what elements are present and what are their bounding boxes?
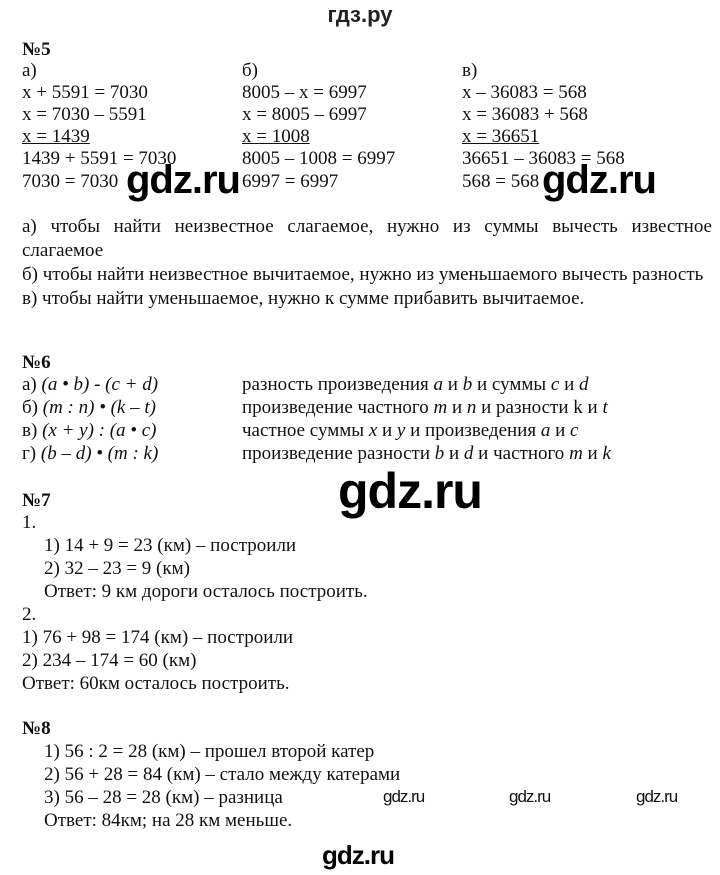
watermark: gdz.ru [542,158,656,202]
task7-title: №7 [22,490,51,511]
column-label: в) [462,60,478,81]
rule-a: а) чтобы найти неизвестное слагаемое, нужно из суммы вычесть известное слагаемое [22,216,712,261]
solution-line: x = 1439 [22,126,90,147]
watermark: gdz.ru [322,840,394,870]
expression: (a • b) - (c + d) [41,374,159,395]
answer-line: Ответ: 9 км дороги осталось построить. [44,581,368,602]
rule-b: б) чтобы найти неизвестное вычитаемое, нужно из уменьшаемого вычесть разность [22,264,704,285]
watermark: gdz.ru [126,158,240,202]
watermark: gdz.ru [636,787,678,806]
description: произведение разности b и d и частного m и k [242,443,611,464]
site-header: гдз.ру [327,2,393,27]
watermark: gdz.ru [383,787,425,806]
description: частное суммы x и y и произведения a и c [242,420,579,441]
expression: (m : n) • (k – t) [42,397,156,418]
part-label: 1. [22,512,37,533]
equation-line: x = 36083 + 568 [462,104,588,125]
equation-line: x = 8005 – 6997 [242,104,367,125]
description: произведение частного m и n и разности k и t [242,397,608,418]
description: разность произведения a и b и суммы c и d [242,374,589,395]
check-line: 8005 – 1008 = 6997 [242,148,396,169]
equation-line: 8005 – x = 6997 [242,82,367,103]
task6-title: №6 [22,352,51,373]
solution-line: x = 1008 [242,126,310,147]
step-line: 2) 32 – 23 = 9 (км) [44,558,190,579]
expression: (x + y) : (a • c) [42,420,157,441]
step-line: 3) 56 – 28 = 28 (км) – разница [44,787,283,808]
watermark: gdz.ru [338,463,482,519]
check-result: 6997 = 6997 [242,171,339,192]
step-line: 2) 234 – 174 = 60 (км) [22,650,197,671]
part-label: 2. [22,604,37,625]
check-result: 568 = 568 [462,171,540,192]
row-label: г) [22,443,37,464]
task5-rules [22,215,712,311]
row-label: б) [22,397,38,418]
step-line: 1) 76 + 98 = 174 (км) – построили [22,627,294,648]
step-line: 1) 56 : 2 = 28 (км) – прошел второй катер [44,741,375,762]
check-result: 7030 = 7030 [22,171,119,192]
column-label: а) [22,60,37,81]
task8-title: №8 [22,718,51,739]
row-label: а) [22,374,37,395]
rule-c: в) чтобы найти уменьшаемое, нужно к сумме прибавить вычитаемое. [22,288,585,309]
expression: (b – d) • (m : k) [40,443,159,464]
solution-line: x = 36651 [462,126,540,147]
answer-line: Ответ: 84км; на 28 км меньше. [44,810,293,831]
task5-title: №5 [22,39,51,60]
answer-line: Ответ: 60км осталось построить. [22,673,290,694]
equation-line: x – 36083 = 568 [462,82,587,103]
check-line: 36651 – 36083 = 568 [462,148,625,169]
watermark: gdz.ru [509,787,551,806]
check-line: 1439 + 5591 = 7030 [22,148,177,169]
equation-line: x = 7030 – 5591 [22,104,147,125]
row-label: в) [22,420,38,441]
step-line: 2) 56 + 28 = 84 (км) – стало между катерами [44,764,401,785]
column-label: б) [242,60,258,81]
step-line: 1) 14 + 9 = 23 (км) – построили [44,535,297,556]
equation-line: x + 5591 = 7030 [22,82,148,103]
